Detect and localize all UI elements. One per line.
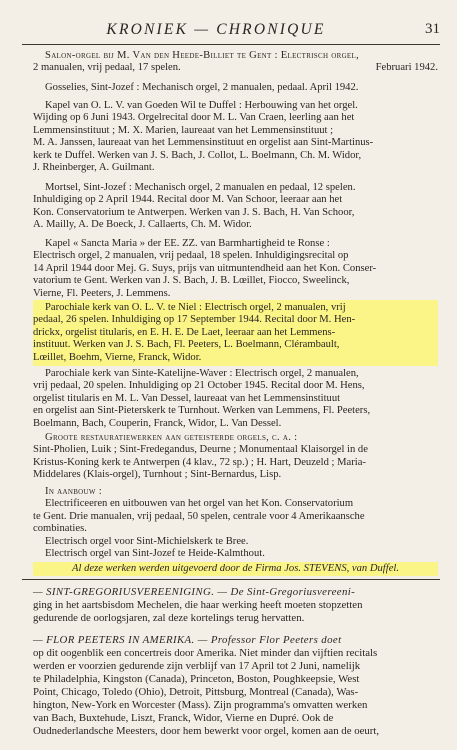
entry-ronse xyxy=(33,238,438,300)
entry-line: drickx, orgelist titularis, en E. H. E. De Laet, leeraar aan het Lemmens- xyxy=(33,326,336,338)
entry-line: Kapel van O. L. V. van Goeden Wil te Duffel : Herbouwing van het orgel. xyxy=(45,100,358,111)
section-line: Oudnederlandsche Meesters, door hem bewerkt voor orgel, komen aan de oeurt, xyxy=(33,725,380,737)
entry-line: Boelmann, Bach, Couperin, Franck, Widor, L. Van Dessel. xyxy=(33,417,282,429)
entry-line: Lœillet, Boehm, Vierne, Franck, Widor. xyxy=(33,351,202,363)
entry-line: Wijding op 6 Juni 1943. Orgelrecital door M. L. Van Craen, leerling aan het xyxy=(33,112,355,124)
entry-line: Kristus-Koning kerk te Antwerpen (4 klav., 72 sp.) ; H. Hart, Deuzeld ; Maria- xyxy=(33,456,366,468)
entry-line: Electrisch orgel van Sint-Jozef te Heide-Kalmthout. xyxy=(45,548,265,560)
section-heading-line: — FLOR PEETERS IN AMERIKA. — Professor Flor Peeters doet xyxy=(33,634,342,646)
header-rule xyxy=(22,44,440,45)
firm-note-highlighted: Al deze werken werden uitgevoerd door de Firma Jos. STEVENS, van Duffel. xyxy=(33,562,438,576)
entry-line: combinaties. xyxy=(33,523,87,535)
entry-line: orgelist titularis en M. L. Van Dessel, laureaat van het Lemmensinstituut xyxy=(33,392,341,404)
page-title: KRONIEK — CHRONIQUE xyxy=(106,21,326,38)
entry-mortsel xyxy=(33,182,438,232)
entry-line: 14 April 1944 door Mej. G. Suys, prijs van uitmuntendheid aan het Kon. Conser- xyxy=(33,262,377,274)
entry-line: Kapel « Sancta Maria » der EE. ZZ. van Barmhartigheid te Ronse : xyxy=(45,238,330,249)
section-line: Point, Chicago, Toledo (Ohio), Detroit, Pittsburg, Montreal (Canada), Was- xyxy=(33,686,359,698)
entry-line: vrij pedaal, 20 spelen. Inhuldiging op 21 October 1945. Recital door M. Hens, xyxy=(33,380,365,392)
entry-line: Inhuldiging op 2 April 1944. Recital door M. Van Schoor, leeraar aan het xyxy=(33,194,343,206)
running-header xyxy=(22,21,440,41)
entry-date: Februari 1942. xyxy=(375,62,438,74)
entry-line: Electrisch orgel voor Sint-Michielskerk te Bree. xyxy=(45,535,249,547)
entry-line: instituut. Werken van J. S. Bach, Fl. Peeters, L. Boelmann, Clérambault, xyxy=(33,339,340,351)
entry-line: Electrisch orgel, 2 manualen, vrij pedaal, 18 spelen. Inhuldigingsrecital op xyxy=(33,250,349,262)
section-line: werden er voorzien gedurende zijn verblijf van 17 April tot 2 Juni, namelijk xyxy=(33,660,361,672)
entry-line: kerk te Duffel. Werken van J. S. Bach, J. Collot, L. Boelmann, Ch. M. Widor, xyxy=(33,149,362,161)
entry-line: Parochiale kerk van O. L. V. te Niel : Electrisch orgel, 2 manualen, vrij xyxy=(45,302,346,313)
section-line: te Philadelphia, Kingston (Canada), Princeton, Boston, Poughkeepsie, West xyxy=(33,673,360,685)
entry-line: Mortsel, Sint-Jozef : Mechanisch orgel, 2 manualen en pedaal, 12 spelen. xyxy=(45,182,356,193)
entry-niel-highlighted xyxy=(33,300,438,366)
entry-line: Middelares (Klais-orgel), Turnhout ; Sint-Bernardus, Lisp. xyxy=(33,469,282,481)
page-number: 31 xyxy=(425,21,440,37)
entry-line: Kon. Conservatorium te Antwerpen. Werken van J. S. Bach, H. Van Schoor, xyxy=(33,206,355,218)
entry-duffel xyxy=(33,100,438,174)
section-line: op dit oogenblik een concertreis door Amerika. Niet minder dan vijftien recitals xyxy=(33,647,378,659)
entry-line: pedaal, 26 spelen. Inhuldiging op 17 September 1944. Recital door M. Hen- xyxy=(33,314,356,326)
entry-heading: In aanbouw : xyxy=(45,486,102,497)
entry-restauratiewerken xyxy=(33,432,438,482)
entry-line: Salon-orgel bij M. Van den Heede-Billiet te Gent : Electrisch orgel, xyxy=(45,50,360,61)
entry-line: Parochiale kerk van Sinte-Katelijne-Waver : Electrisch orgel, 2 manualen, xyxy=(45,368,359,379)
section-line: gedurende de oorlogsjaren, zal deze kortelings terug hervatten. xyxy=(33,612,305,624)
entry-gosselies xyxy=(33,82,438,94)
entry-in-aanbouw xyxy=(33,486,438,560)
section-sint-gregorius xyxy=(33,586,438,625)
entry-line: te Gent. Drie manualen, vrij pedaal, 50 spelen, centrale voor 4 Amerikaansche xyxy=(33,510,365,522)
entry-line: M. A. Janssen, laureaat van het Lemmensinstituut en orgelist aan Sint-Martinus- xyxy=(33,137,374,149)
section-rule xyxy=(22,579,440,580)
section-line: van Bach, Buxtehude, Liszt, Franck, Widor, Vierne en Dupré. Ook de xyxy=(33,712,334,724)
entry-line: Lemmensinstituut ; M. X. Marien, laureaat van het Lemmensinstituut ; xyxy=(33,124,334,136)
section-line: hington, New-York en Worcester (Mass). Zijn programma's omvatten werken xyxy=(33,699,368,711)
section-line: ging in het aartsbisdom Mechelen, die haar werking heeft moeten stopzetten xyxy=(33,599,363,611)
entry-salon-orgel xyxy=(33,50,438,75)
entry-line: J. Rheinberger, A. Guilmant. xyxy=(33,162,155,174)
entry-line: en orgelist aan Sint-Pieterskerk te Turnhout. Werken van Lemmens, Fl. Peeters, xyxy=(33,405,371,417)
entry-line: Vierne, Fl. Peeters, J. Lemmens. xyxy=(33,287,171,299)
entry-line: Sint-Pholien, Luik ; Sint-Fredegandus, Deurne ; Monumentaal Klaisorgel in de xyxy=(33,444,368,456)
entry-sinte-katelijne-waver xyxy=(33,368,438,430)
entry-heading: Groote restauratiewerken aan geteisterde orgels, c. a. : xyxy=(45,432,298,443)
entry-line: A. Mailly, A. De Boeck, J. Callaerts, Ch. M. Widor. xyxy=(33,219,252,231)
entry-line: vatorium te Gent. Werken van J. S. Bach, J. B. Lœillet, Fiocco, Sweelinck, xyxy=(33,275,350,287)
entry-line: 2 manualen, vrij pedaal, 17 spelen. xyxy=(33,62,181,74)
entry-line: Gosselies, Sint-Jozef : Mechanisch orgel, 2 manualen, pedaal. April 1942. xyxy=(45,82,359,93)
entry-line: Electrificeeren en uitbouwen van het orgel van het Kon. Conservatorium xyxy=(45,498,354,510)
section-flor-peeters xyxy=(33,634,438,738)
section-heading-line: — SINT-GREGORIUSVEREENIGING. — De Sint-Gregoriusvereeni- xyxy=(33,586,356,598)
